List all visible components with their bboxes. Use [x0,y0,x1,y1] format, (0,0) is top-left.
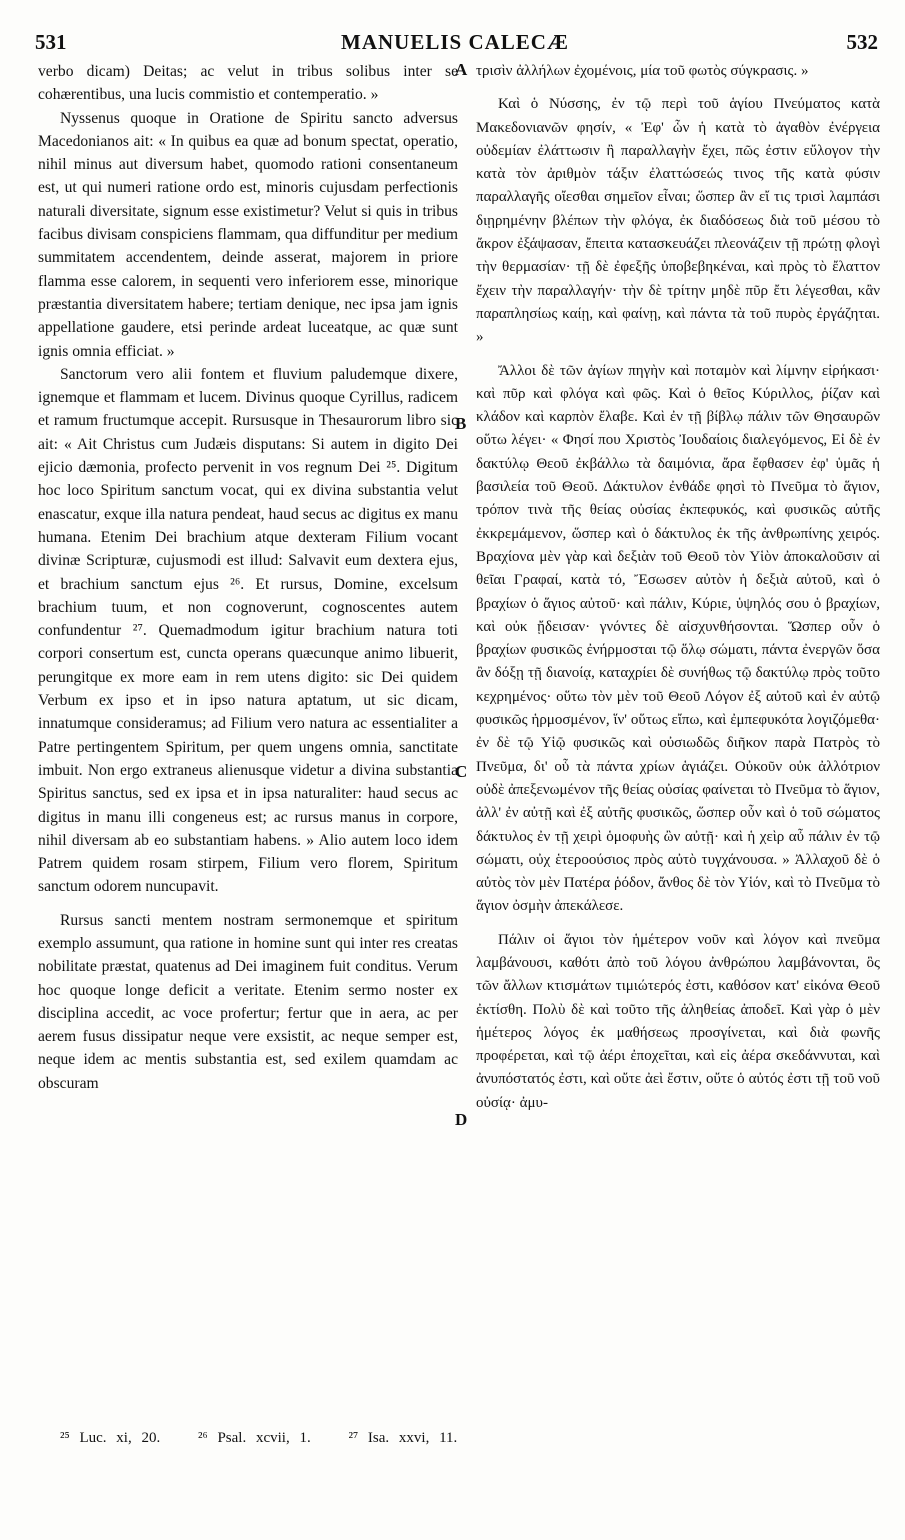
running-title: MANUELIS CALECÆ [341,30,569,54]
greek-paragraph: Πάλιν οἱ ἅγιοι τὸν ἡμέτερον νοῦν καὶ λόγον καὶ πνεῦμα λαμβάνουσι, καθότι ἀπὸ τοῦ λόγου ἀνθρώπου λαμβάνονται, ὃς τῶν ἄλλων κτισμάτων τιμιώτερός ἐστι, καθόσον κατ' εἰκόνα Θεοῦ ἐκτίσθη. Πολὺ δὲ καὶ τοῦτο τῆς ἀληθείας ἀποδεῖ. Καὶ γὰρ ὁ μὲν ἡμέτερος λόγος ἐκ μαθήσεως προσγίνεται, καὶ διὰ φωνῆς προφέρεται, καὶ τῷ ἀέρι ἐποχεῖται, καὶ εἰς ἀέρα σκεδάννυται, καὶ ἀνυπόστατός ἐστι, καὶ οὔτε ἀεὶ ἔστιν, οὔτε ὁ αὐτός ἐστι τῇ τοῦ νοῦ οὐσίᾳ· ἀμυ- [476,931,880,1111]
greek-paragraph: Ἄλλοι δὲ τῶν ἁγίων πηγὴν καὶ ποταμὸν καὶ λίμνην εἰρήκασι· καὶ πῦρ καὶ φλόγα καὶ φῶς. Καὶ ὁ θεῖος Κύριλλος, ῥίζαν καὶ κλάδον καὶ καρπὸν ἔλαβε. Καὶ ἐν τῇ βίβλῳ πάλιν τῶν Θησαυρῶν οὕτω λέγει· « Φησί που Χριστὸς Ἰουδαίοις διαλεγόμενος, Εἰ δὲ ἐν δακτύλῳ Θεοῦ ἐκβάλλω τὰ δαιμόνια, ἄρα ἔφθασεν ἐφ' ὑμᾶς ἡ βασιλεία τοῦ Θεοῦ. Δάκτυλον ἐνθάδε φησὶ τὸ Πνεῦμα τὸ ἅγιον, τρόπον τινὰ τῆς θείας οὐσίας ἐκπεφυκός, καὶ φυσικῶς αὐτῆς ἐκκρεμάμενον, ὥσπερ καὶ ὁ δάκτυλος ἐκ τῆς ἀνθρωπίνης χειρός. Βραχίονα μὲν γὰρ καὶ δεξιὰν τοῦ Θεοῦ τὸν Υἱὸν ἀποκαλοῦσιν αἱ θεῖαι Γραφαί, κατὰ τό, Ἔσωσεν αὐτὸν ἡ δεξιὰ αὐτοῦ, καὶ ὁ βραχίων ὁ ἅγιος αὐτοῦ· καὶ πάλιν, Κύριε, ὑψηλός σου ὁ βραχίων, καὶ οὐκ ᾔδεισαν· γνόντες δὲ αἰσχυνθήσονται. Ὥσπερ οὖν ὁ βραχίων φυσικῶς ἐνήρμοσται τῷ ὅλῳ σώματι, πάντα ἐνεργῶν ὅσα ἂν δόξῃ τῇ διανοίᾳ, καταχρίει δὲ συνήθως τῷ δακτύλῳ πρὸς τοῦτο κεχρημένος· οὕτω τὸν μὲν τοῦ Θεοῦ Λόγον ἐξ αὐτοῦ καὶ ἐν αὐτῷ φυσικῶς ἡρμοσμένον, ἵν' οὕτως εἴπω, καὶ ἐμπεφυκότα λογιζόμεθα· ἐν δὲ τῷ Υἱῷ φυσικῶς καὶ οὐσιωδῶς διῆκον παρὰ Πατρὸς τὸ Πνεῦμα, δι' οὗ τὰ πάντα χρίων ἁγιάζει. Οὐκοῦν οὐκ ἀλλότριον οὐδὲ ἀπεξενωμένον τῆς θείας οὐσίας φαίνεται τὸ Πνεῦμα τὸ ἅγιον, ἀλλ' ἐν αὐτῇ καὶ ἐξ αὐτῆς φυσικῶς, ὥσπερ οὖν καὶ ὁ τοῦ σώματος δάκτυλος ἐν τῇ χειρὶ ὁμοφυὴς ὢν αὐτῇ· καὶ ἡ χεὶρ αὖ πάλιν ἐν τῷ σώματι, οὐχ ἑτεροούσιος πρὸς αὐτὸ τυγχάνουσα. » Ἀλλαχοῦ δὲ ὁ αὐτὸς τὸν μὲν Πατέρα ῥόδον, ἄνθος δὲ τὸν Υἱόν, καὶ τὸ Πνεῦμα τὸ ἅγιον ὀσμὴν ἀπεκάλεσε. [476,362,880,915]
running-header [30,30,880,58]
greek-column [476,60,880,1115]
latin-paragraph: Sanctorum vero alii fontem et fluvium paludemque dixere, ignemque et flammam et lucem. Divinus quoque Cyrillus, radicem et ramum fructumque accepit. Rursusque in Thesaurorum libro sic ait: « Ait Christus cum Judæis disputans: Si autem in digito Dei ejicio dæmonia, profecto pervenit in vos regnum Dei ²⁵. Digitum hoc loco Spiritum sanctum vocat, qui ex divina substantia velut enascatur, exque illa natura pendeat, haud secus ac digitus ex manu humana. Etenim Dei brachium atque dexteram Filium vocant divinæ Scripturæ, cujusmodi est illud: Salvavit eum dextera ejus, et brachium sanctum ejus ²⁶. Et rursus, Domine, excelsum brachium tuum, et non cognoverunt, cognoscentes autem confundentur ²⁷. Quemadmodum igitur brachium natura toti corpori consertum est, cuncta operans quæcunque animo libuerit, perungitque ex more eam in rem utens digito: sic Dei quidem Verbum ex ipso et in ipso natura aptatum, ut sic dicam, innatumque consideramus; ad Filium vero natura ac essentialiter a Patre pertingentem Spiritum, per quem ungens omnia, sanctitate imbuit. Non ergo extraneus alienusque videtur a divina substantia Spiritus sanctus, sed ex ipsa et in ipsa naturaliter: haud secus ac digitus in manu illi congeneus est; ac rursus manus in corpore, nihil diversam ab eo substantiam habens. » Alio autem loco idem Patrem quidem rosam stirpem, Filium vero florem, Spiritum sanctum odorem nuncupavit. [38,365,458,896]
margin-marker-d: D [455,1110,468,1129]
footnote: ²⁷ Isa. xxvi, 11. [348,1430,458,1446]
page-number-left: 531 [35,30,67,54]
greek-paragraph: τρισὶν ἀλλήλων ἐχομένοις, μία τοῦ φωτὸς σύγκρασις. » [476,63,809,79]
latin-paragraph: verbo dicam) Deitas; ac velut in tribus solibus inter se cohærentibus, una lucis commistio et contemperatio. » [38,63,458,104]
latin-column [38,60,458,1095]
margin-marker-a: A [455,60,468,79]
footnotes [60,1430,880,1447]
footnote: ²⁵ Luc. xi, 20. [60,1430,161,1446]
page-number-right: 532 [846,30,878,54]
footnote: ²⁶ Psal. xcvii, 1. [197,1430,311,1446]
greek-paragraph: Καὶ ὁ Νύσσης, ἐν τῷ περὶ τοῦ ἁγίου Πνεύματος κατὰ Μακεδονιανῶν φησίν, « Ἐφ' ὧν ἡ κατὰ τὸ ἀγαθὸν ἐνέργεια οὐδεμίαν ἐλάττωσιν ἢ παραλλαγὴν ἔχει, πῶς ἐστιν εὔλογον τὴν κατὰ τὸν ἀριθμὸν τάξιν ἐλαττώσεώς τινος τῆς κατὰ φύσιν παραλλαγῆς οἴεσθαι σημεῖον εἶναι; ὥσπερ ἂν εἴ τις τρισὶ λαμπάσι διῃρημένην βλέπων τὴν φλόγα, ἐκ διαδόσεως διὰ τοῦ μέσου τὸ ἄκρον ἐξάψασαν, ἔπειτα κατασκευάζει πλεονάζειν τῇ πρώτῃ φλογὶ τὴν θερμασίαν· τῇ δὲ ἐφεξῆς ὑποβεβηκέναι, καὶ πρὸς τὸ ἔλαττον ἔχειν τὴν παραλλαγήν· τὴν δὲ τρίτην μηδὲ πῦρ ἔτι λέγεσθαι, κἂν παραπλησίως καίῃ, καὶ φαίνῃ, καὶ πάντα τὰ τοῦ πυρὸς ἐργάζηται. » [476,96,880,346]
latin-paragraph: Nyssenus quoque in Oratione de Spiritu sancto adversus Macedonianos ait: « In quibus ea quæ ad bonum spectat, operatio, nihil minus aut diversum habet, quomodo rationi consentaneum est, ut qui numeri ratione ordo est, minoris cujusdam perfectionis naturali diversitate, signum esse existimetur? Velut si quis in tribus facibus divisam conspiciens flammam, qua diffunditur per medium summitatem accendentem, deinde asserat, majorem in priore flamma esse calorem, in sequenti vero inferiorem esse, minorique præstantia diversitatem habere; tertiam denique, nec ipsa jam ignis appellatione gaudere, etsi perinde ardeat luceatque, ac quæ sunt ignis omnia efficiat. » [38,109,458,360]
margin-marker-c: C [455,762,468,781]
latin-paragraph: Rursus sancti mentem nostram sermonemque et spiritum exemplo assumunt, qua ratione in homine sunt qui inter res creatas nobilitate præstat, quatenus ad Dei imaginem fuit conditus. Verum hoc quoque longe deficit a veritate. Etenim sermo noster ex disciplina accedit, ac voce profertur; fertur que in aera, ac per aerem fusus dissipatur neque vere exsistit, ac neque semper est, neque idem ac mentis substantia est, sed exilem quamdam ac obscuram [38,911,458,1092]
margin-marker-b: B [455,414,467,433]
